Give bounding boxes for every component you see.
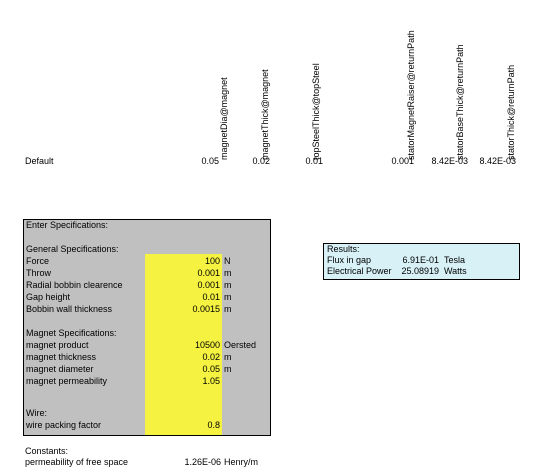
spec-row-magnet-diameter — [24, 364, 270, 375]
spec-row-force — [24, 256, 270, 267]
magnet-title: Magnet Specifications: — [26, 328, 117, 338]
column-header-text: statorBaseThick@returnPath — [455, 44, 465, 160]
constants-title: Constants: — [25, 446, 69, 456]
result-unit-flux: Tesla — [444, 255, 466, 265]
spec-label: wire packing factor — [26, 420, 102, 430]
spec-label: Force — [26, 256, 50, 266]
result-label-power: Electrical Power — [327, 266, 392, 276]
spec-input-magnet-product[interactable]: 10500 — [194, 340, 220, 350]
column-header-text: magnetThick@magnet — [260, 69, 270, 160]
spec-input-bobbin-wall[interactable]: 0.0015 — [192, 304, 220, 314]
spec-row-bobbin-wall — [24, 304, 270, 315]
spec-input-magnet-thickness[interactable]: 0.02 — [202, 352, 220, 362]
spec-unit: m — [224, 268, 232, 278]
result-value-power[interactable]: 25.08919 — [401, 266, 439, 276]
column-header-text: statorMagnetRaiser@returnPath — [406, 30, 416, 160]
column-header-topSteelThick[interactable] — [311, 0, 331, 160]
column-header-statorBaseThick[interactable] — [455, 0, 475, 160]
column-header-text: magnetDia@magnet — [219, 77, 229, 160]
results-title: Results: — [327, 244, 360, 254]
general-title: General Specifications: — [26, 244, 119, 254]
spec-input-radial-clearence[interactable]: 0.001 — [197, 280, 220, 290]
cell-magnetDia[interactable]: 0.05 — [201, 156, 219, 166]
column-header-statorThick[interactable] — [506, 0, 526, 160]
wire-title: Wire: — [26, 408, 47, 418]
spec-input-magnet-permeability[interactable]: 1.05 — [202, 376, 220, 386]
spec-unit: m — [224, 280, 232, 290]
cell-statorMagnetRaiser[interactable]: 0.001 — [391, 156, 414, 166]
cell-topSteelThick[interactable]: 0.01 — [305, 156, 323, 166]
spec-title-row — [24, 220, 270, 231]
spec-input-wire-packing[interactable]: 0.8 — [207, 420, 220, 430]
spec-label: magnet permeability — [26, 376, 108, 386]
spec-row-radial-clearence — [24, 280, 270, 291]
spec-label: Throw — [26, 268, 52, 278]
spec-label: magnet thickness — [26, 352, 97, 362]
spec-row-throw — [24, 268, 270, 279]
spec-label: magnet product — [26, 340, 89, 350]
spec-label: Bobbin wall thickness — [26, 304, 113, 314]
spec-unit: N — [224, 256, 231, 266]
spec-input-magnet-diameter[interactable]: 0.05 — [202, 364, 220, 374]
constant-label: permeability of free space — [25, 457, 129, 467]
column-header-text: topSteelThick@topSteel — [311, 63, 321, 160]
spec-unit: m — [224, 292, 232, 302]
spec-row-wire-packing — [24, 420, 270, 431]
spec-label: Gap height — [26, 292, 71, 302]
results-panel — [323, 243, 520, 280]
spec-row-gap-height — [24, 292, 270, 303]
spec-input-force[interactable]: 100 — [204, 256, 220, 266]
column-header-magnetThick[interactable] — [260, 0, 280, 160]
spec-row-magnet-thickness — [24, 352, 270, 363]
spec-unit: m — [224, 304, 232, 314]
general-title-row — [24, 244, 270, 255]
magnet-title-row — [24, 328, 270, 339]
spec-unit: m — [224, 364, 232, 374]
spec-label: Radial bobbin clearence — [26, 280, 123, 290]
spec-unit: Oersted — [224, 340, 257, 350]
result-value-flux[interactable]: 6.91E-01 — [402, 255, 439, 265]
cell-statorThick[interactable]: 8.42E-03 — [479, 156, 516, 166]
spec-row-magnet-permeability — [24, 376, 270, 387]
column-header-magnetDia[interactable] — [219, 0, 239, 160]
spec-label: magnet diameter — [26, 364, 94, 374]
spec-unit: m — [224, 352, 232, 362]
result-unit-power: Watts — [444, 266, 467, 276]
spec-row-magnet-product — [24, 340, 270, 351]
cell-magnetThick[interactable]: 0.02 — [252, 156, 270, 166]
column-header-statorMagnetRaiser[interactable] — [406, 0, 426, 160]
constant-value[interactable]: 1.26E-06 — [184, 457, 221, 467]
wire-title-row — [24, 408, 270, 419]
constant-unit: Henry/m — [224, 457, 259, 467]
cell-statorBaseThick[interactable]: 8.42E-03 — [431, 156, 468, 166]
column-header-text: statorThick@returnPath — [506, 64, 516, 160]
spec-input-gap-height[interactable]: 0.01 — [202, 292, 220, 302]
result-label-flux: Flux in gap — [327, 255, 372, 265]
row-label-default[interactable]: Default — [25, 156, 54, 166]
spec-title: Enter Specifications: — [26, 220, 109, 230]
specifications-panel — [23, 219, 271, 436]
spec-input-throw[interactable]: 0.001 — [197, 268, 220, 278]
